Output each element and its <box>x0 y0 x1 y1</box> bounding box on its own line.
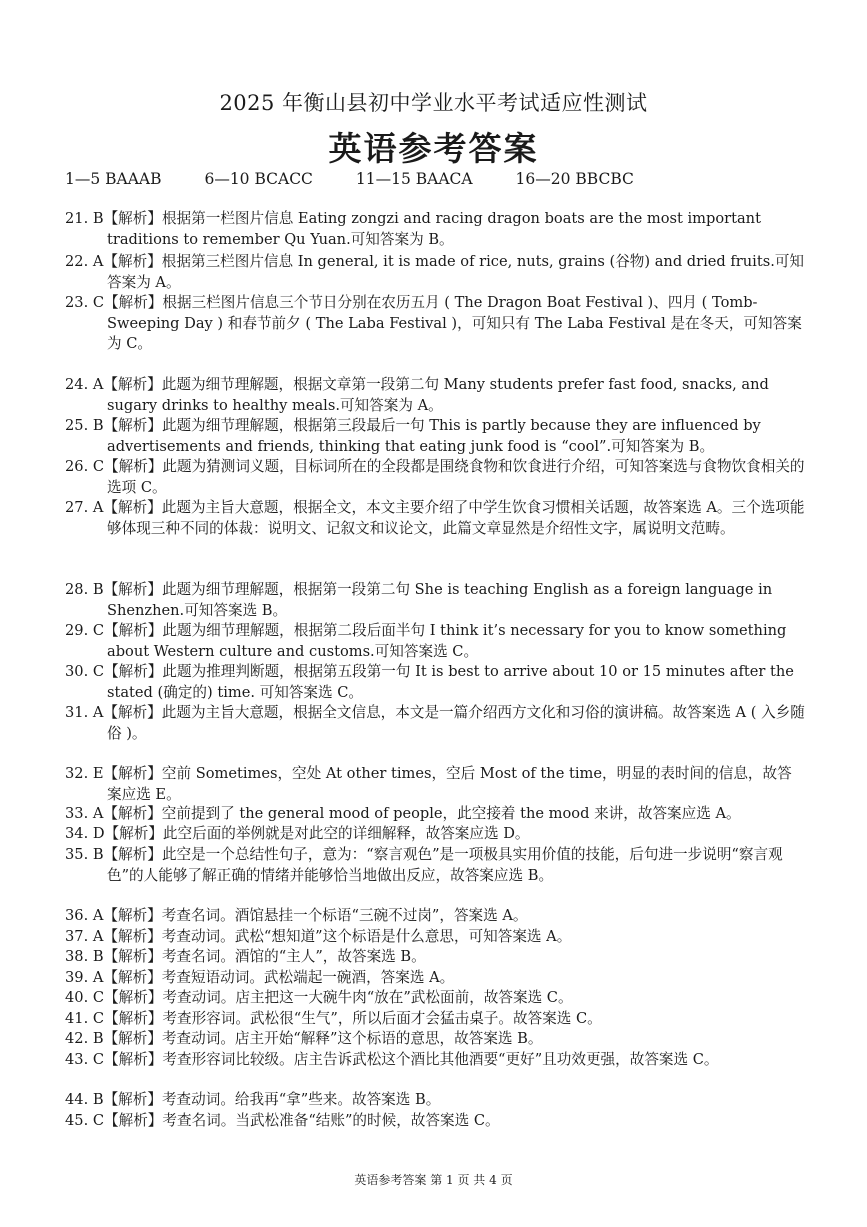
answer-item-45: 45. C【解析】考查名词。当武松准备“结账”的时候，故答案选 C。 <box>65 1112 500 1129</box>
answer-item-28: 28. B【解析】此题为细节理解题，根据第一段第二句 She is teaching English as a foreign language in Shenzhen.可知答案选 B。 <box>65 581 773 619</box>
choice-group-6-10: 6—10 BCACC <box>204 170 313 188</box>
answer-item-24: 24. A【解析】此题为细节理解题，根据文章第一段第二句 Many students prefer fast food, snacks, and sugary drinks to healthy meals.可知答案为 A。 <box>65 376 769 414</box>
answer-item-41: 41. C【解析】考查形容词。武松很“生气”，所以后面才会猛击桌子。故答案选 C。 <box>65 1010 602 1027</box>
answer-item-23: 23. C【解析】根据三栏图片信息三个节日分别在农历五月 ( The Dragon Boat Festival )、四月 ( Tomb-Sweeping Day ) 和春节前夕 ( The Laba Festival )，可知只有 The Laba Festival 是在冬天，可知答案为 C。 <box>65 294 802 352</box>
answer-item-29: 29. C【解析】此题为细节理解题，根据第二段后面半句 I think it’s necessary for you to know something about Western culture and customs.可知答案选 C。 <box>65 622 787 660</box>
answer-item-22: 22. A【解析】根据第三栏图片信息 In general, it is made of rice, nuts, grains (谷物) and dried fruits.可知答案为 A。 <box>65 253 805 291</box>
answer-item-37: 37. A【解析】考查动词。武松“想知道”这个标语是什么意思，可知答案选 A。 <box>65 928 572 945</box>
page-subtitle: 英语参考答案 <box>328 129 539 168</box>
choice-group-11-15: 11—15 BAACA <box>355 170 473 188</box>
answer-item-44: 44. B【解析】考查动词。给我再“拿”些来。故答案选 B。 <box>65 1091 441 1108</box>
answer-item-21: 21. B【解析】根据第一栏图片信息 Eating zongzi and racing dragon boats are the most important traditions to remember Qu Yuan.可知答案为 B。 <box>65 210 761 248</box>
page-footer: 英语参考答案 第 1 页 共 4 页 <box>354 1173 513 1187</box>
answer-item-43: 43. C【解析】考查形容词比较级。店主告诉武松这个酒比其他酒要“更好”且功效更强，故答案选 C。 <box>65 1051 719 1068</box>
answer-item-38: 38. B【解析】考查名词。酒馆的“主人”，故答案选 B。 <box>65 948 426 965</box>
page-title: 2025 年衡山县初中学业水平考试适应性测试 <box>219 91 648 115</box>
answer-item-33: 33. A【解析】空前提到了 the general mood of people，此空接着 the mood 来讲，故答案应选 A。 <box>65 805 741 822</box>
answer-item-42: 42. B【解析】考查动词。店主开始“解释”这个标语的意思，故答案选 B。 <box>65 1030 543 1047</box>
answer-item-35: 35. B【解析】此空是一个总结性句子，意为：“察言观色”是一项极具实用价值的技能，后句进一步说明“察言观色”的人能够了解正确的情绪并能够恰当地做出反应，故答案应选 B。 <box>65 846 783 884</box>
answer-item-27: 27. A【解析】此题为主旨大意题，根据全文，本文主要介绍了中学生饮食习惯相关话题，故答案选 A。三个选项能够体现三种不同的体裁：说明文、记叙文和议论文，此篇文章显然是介绍性文字，属说明文范畴。 <box>65 499 805 537</box>
answer-item-31: 31. A【解析】此题为主旨大意题，根据全文信息，本文是一篇介绍西方文化和习俗的演讲稿。故答案选 A ( 入乡随俗 )。 <box>65 704 805 742</box>
answer-item-36: 36. A【解析】考查名词。酒馆悬挂一个标语“三碗不过岗”，答案选 A。 <box>65 907 528 924</box>
answer-item-30: 30. C【解析】此题为推理判断题，根据第五段第一句 It is best to arrive about 10 or 15 minutes after the stated (确定的) time. 可知答案选 C。 <box>65 663 794 701</box>
answer-item-40: 40. C【解析】考查动词。店主把这一大碗牛肉“放在”武松面前，故答案选 C。 <box>65 989 573 1006</box>
answer-item-26: 26. C【解析】此题为猜测词义题，目标词所在的全段都是围绕食物和饮食进行介绍，可知答案选与食物饮食相关的选项 C。 <box>65 458 805 496</box>
answer-item-25: 25. B【解析】此题为细节理解题，根据第三段最后一句 This is partly because they are influenced by advertisements and friends, thinking that eating junk food is “cool”.可知答案为 B。 <box>65 417 761 455</box>
multiple-choice-answers <box>65 170 672 188</box>
choice-group-16-20: 16—20 BBCBC <box>515 170 634 188</box>
answer-item-34: 34. D【解析】此空后面的举例就是对此空的详细解释，故答案应选 D。 <box>65 825 530 842</box>
answer-item-32: 32. E【解析】空前 Sometimes，空处 At other times，空后 Most of the time，明显的表时间的信息，故答案应选 E。 <box>65 765 792 803</box>
answer-item-39: 39. A【解析】考查短语动词。武松端起一碗酒，答案选 A。 <box>65 969 455 986</box>
choice-group-1-5: 1—5 BAAAB <box>65 170 162 188</box>
